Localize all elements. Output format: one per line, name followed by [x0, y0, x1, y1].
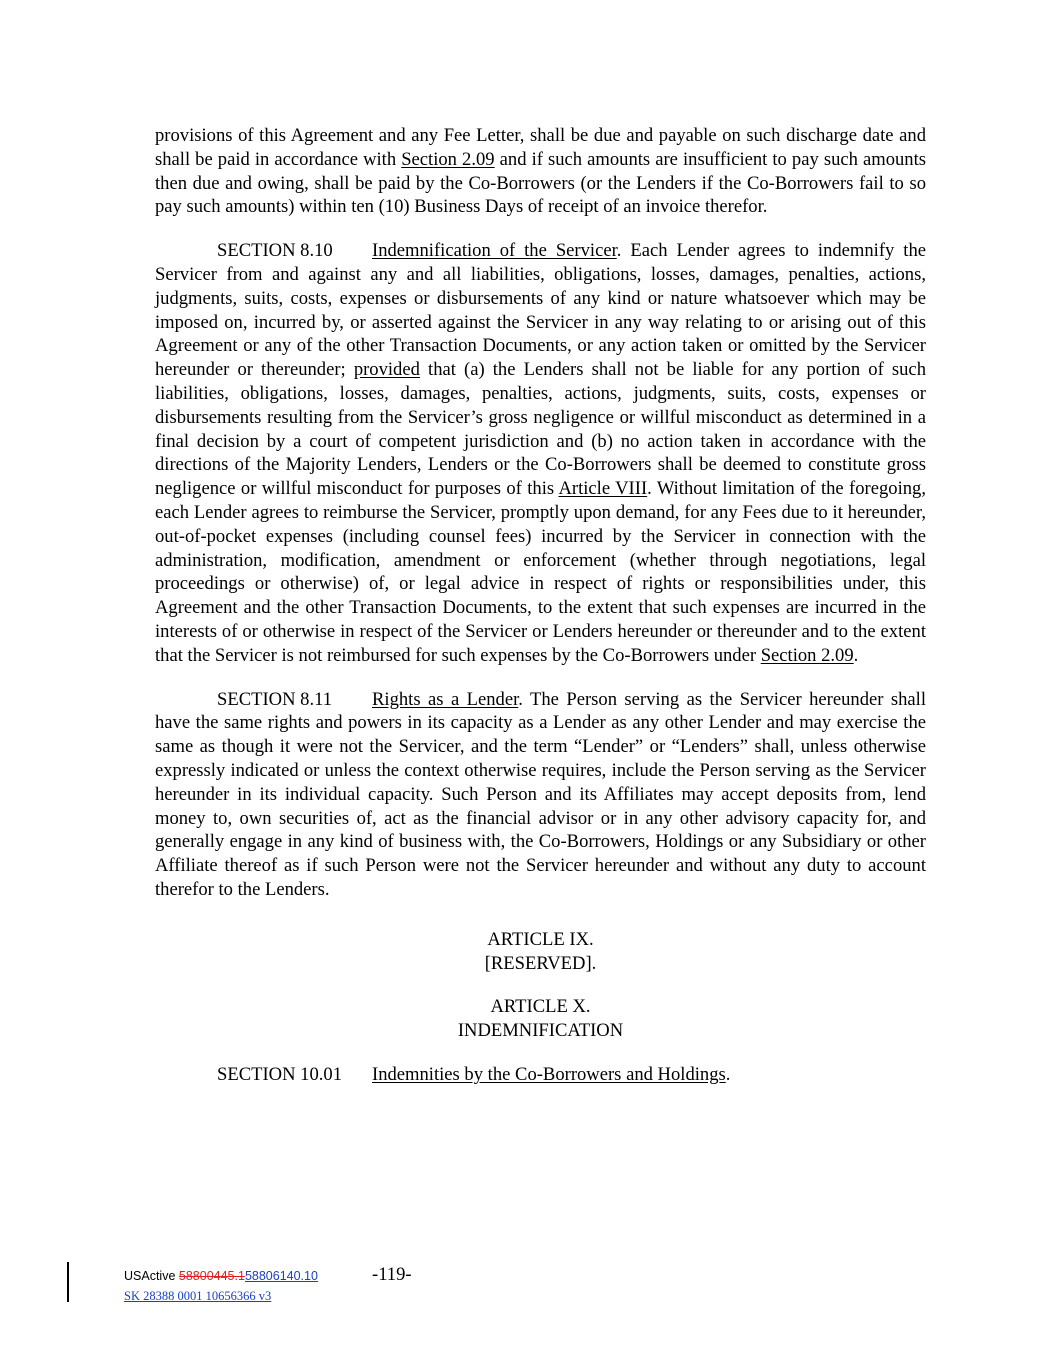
- change-bar: [67, 1262, 69, 1302]
- footer-document-id: [124, 1268, 318, 1284]
- section-title: Indemnities by the Co-Borrowers and Holdings: [372, 1063, 726, 1085]
- continuation-paragraph: [155, 124, 926, 219]
- document-page: [155, 124, 926, 1087]
- article-heading: ARTICLE X.: [490, 996, 591, 1018]
- article-ix-heading: [155, 928, 926, 976]
- section-text: .: [853, 644, 859, 666]
- article-subheading: [RESERVED].: [484, 952, 597, 974]
- section-number: SECTION 10.01: [217, 1063, 342, 1085]
- paragraph-text: and if such amounts are insufficient to pay such amounts then due and owing, shall be paid by the Co-Borrowers (or the Lenders if the Co-Borrowers fail to so pay such amounts) within ten (10) Business Days of receipt of an invoice therefor.: [155, 148, 926, 218]
- article-heading: ARTICLE IX.: [487, 928, 594, 950]
- footer-sk-reference: SK 28388 0001 10656366 v3: [124, 1289, 272, 1303]
- section-trail: .: [725, 1063, 731, 1085]
- section-8-10-paragraph: [155, 239, 926, 667]
- paragraph-text: provisions of this Agreement and any Fee Letter, shall be due and payable on such discharge date and shall be paid in accordance with: [155, 125, 926, 170]
- section-2-09-reference: Section 2.09: [760, 644, 854, 666]
- section-title: Indemnification of the Servicer: [372, 240, 617, 262]
- section-8-11-paragraph: [155, 688, 926, 902]
- inserted-document-id: 58806140.10: [244, 1269, 318, 1283]
- article-viii-reference: Article VIII: [558, 478, 648, 500]
- section-text: . Each Lender agrees to indemnify the Servicer from and against any and all liabilities, obligations, losses, damages, penalties, actions, judgments, suits, costs, expenses or disbursements of any kind or nature whatsoever which may be imposed on, incurred by, or asserted against the Servicer in any way relating to or arising out of this Agreement or any of the other Transaction Documents, or any action taken or omitted by the Servicer hereunder or thereunder;: [155, 240, 926, 381]
- deleted-document-id: 58800445.1: [178, 1269, 245, 1283]
- footer-prefix: USActive: [124, 1269, 179, 1283]
- article-subheading: INDEMNIFICATION: [457, 1020, 624, 1042]
- section-2-09-reference: Section 2.09: [401, 148, 495, 170]
- section-title: Rights as a Lender: [372, 688, 519, 710]
- section-text: . The Person serving as the Servicer hereunder shall have the same rights and powers in its capacity as a Lender as any other Lender and may exercise the same as though it were not the Servicer, and the term “Lender” or “Lenders” shall, unless otherwise expressly indicated or unless the context otherwise requires, include the Person serving as the Servicer hereunder in its individual capacity. Such Person and its Affiliates may accept deposits from, lend money to, own securities of, act as the financial advisor or in any other advisory capacity for, and generally engage in any kind of business with, the Co-Borrowers, Holdings or any Subsidiary or other Affiliate thereof as if such Person were not the Servicer hereunder and without any duty to account therefor to the Lenders.: [155, 688, 926, 900]
- section-text: that (a) the Lenders shall not be liable for any portion of such liabilities, obligations, losses, damages, penalties, actions, judgments, suits, costs, expenses or disbursements resulting from the Servicer’s gross negligence or willful misconduct as determined in a final decision by a court of competent jurisdiction and (b) no action taken in accordance with the directions of the Majority Lenders, Lenders or the Co-Borrowers shall be deemed to constitute gross negligence or willful misconduct for purposes of this: [155, 359, 926, 500]
- article-x-heading: [155, 995, 926, 1043]
- provided-term: provided: [353, 359, 420, 381]
- page-number: -119-: [372, 1264, 412, 1285]
- section-text: . Without limitation of the foregoing, each Lender agrees to reimburse the Servicer, promptly upon demand, for any Fees due to it hereunder, out-of-pocket expenses (including counsel fees) incurred by the Servicer in connection with the administration, modification, amendment or enforcement (whether through negotiations, legal proceedings or otherwise) of, or legal advice in respect of rights or responsibilities under, this Agreement and the other Transaction Documents, to the extent that such expenses are incurred in the interests of or otherwise in respect of the Servicer or Lenders hereunder or thereunder and to the extent that the Servicer is not reimbursed for such expenses by the Co-Borrowers under: [155, 478, 926, 666]
- section-number: SECTION 8.11: [217, 688, 333, 710]
- section-10-01-heading: [155, 1063, 926, 1087]
- section-number: SECTION 8.10: [217, 240, 333, 262]
